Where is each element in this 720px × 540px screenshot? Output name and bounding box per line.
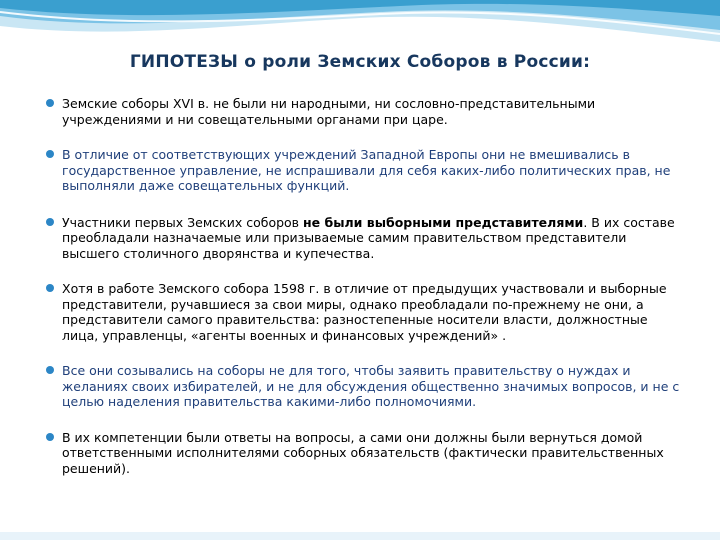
bullet-item	[46, 215, 686, 262]
bullet-marker-icon	[46, 433, 54, 441]
bullet-marker-icon	[46, 218, 54, 226]
bullet-item	[46, 147, 686, 194]
slide-title: ГИПОТЕЗЫ о роли Земских Соборов в России:	[129, 52, 591, 72]
bullet-text: В их компетенции были ответы на вопросы, а сами они должны были вернуться домой ответственными исполнителями соборных обязательств (фактически правительственных решений).	[62, 429, 664, 476]
footer-band	[0, 532, 720, 540]
bullet-item	[46, 281, 686, 343]
bullet-text: Все они созывались на соборы не для того, чтобы заявить правительству о нуждах и желаниях своих избирателей, и не для обсуждения общественно значимых вопросов, и не с целью наделения правительства какими-либо полномочиями.	[62, 363, 680, 409]
bullet-item	[46, 96, 686, 127]
bullet-text: Земские соборы XVI в. не были ни народными, ни сословно-представительными учреждениями и ни совещательными органами при царе.	[62, 96, 596, 127]
bullet-text-start: Участники первых Земских соборов	[62, 214, 304, 230]
bullet-marker-icon	[46, 99, 54, 107]
bullet-item	[46, 363, 686, 410]
bullet-marker-icon	[46, 150, 54, 158]
bullet-marker-icon	[46, 366, 54, 374]
bullet-marker-icon	[46, 284, 54, 292]
bullet-text: В отличие от соответствующих учреждений Западной Европы они не вмешивались в государственное управление, не испрашивали для себя каких-либо политических прав, не выполняли даже совещательных функций.	[62, 147, 671, 193]
bullet-text-end: . В их составе преобладали назначаемые или призываемые самим правительством представители высшего столичного дворянства и купечества.	[62, 214, 675, 261]
bullet-text: Хотя в работе Земского собора 1598 г. в отличие от предыдущих участвовали и выборные представители, ручавшиеся за свои миры, однако преобладали по-прежнему не они, а представители самого правительства: разностепенные носители власти, должностные лица, управленцы, «агенты военных и финансовых учреждений» .	[62, 281, 667, 343]
bullet-list	[46, 96, 686, 476]
bullet-item	[46, 430, 686, 477]
header-wave-decoration	[0, 0, 720, 60]
bullet-text-emphasis: не были выборными представителями	[303, 214, 584, 230]
